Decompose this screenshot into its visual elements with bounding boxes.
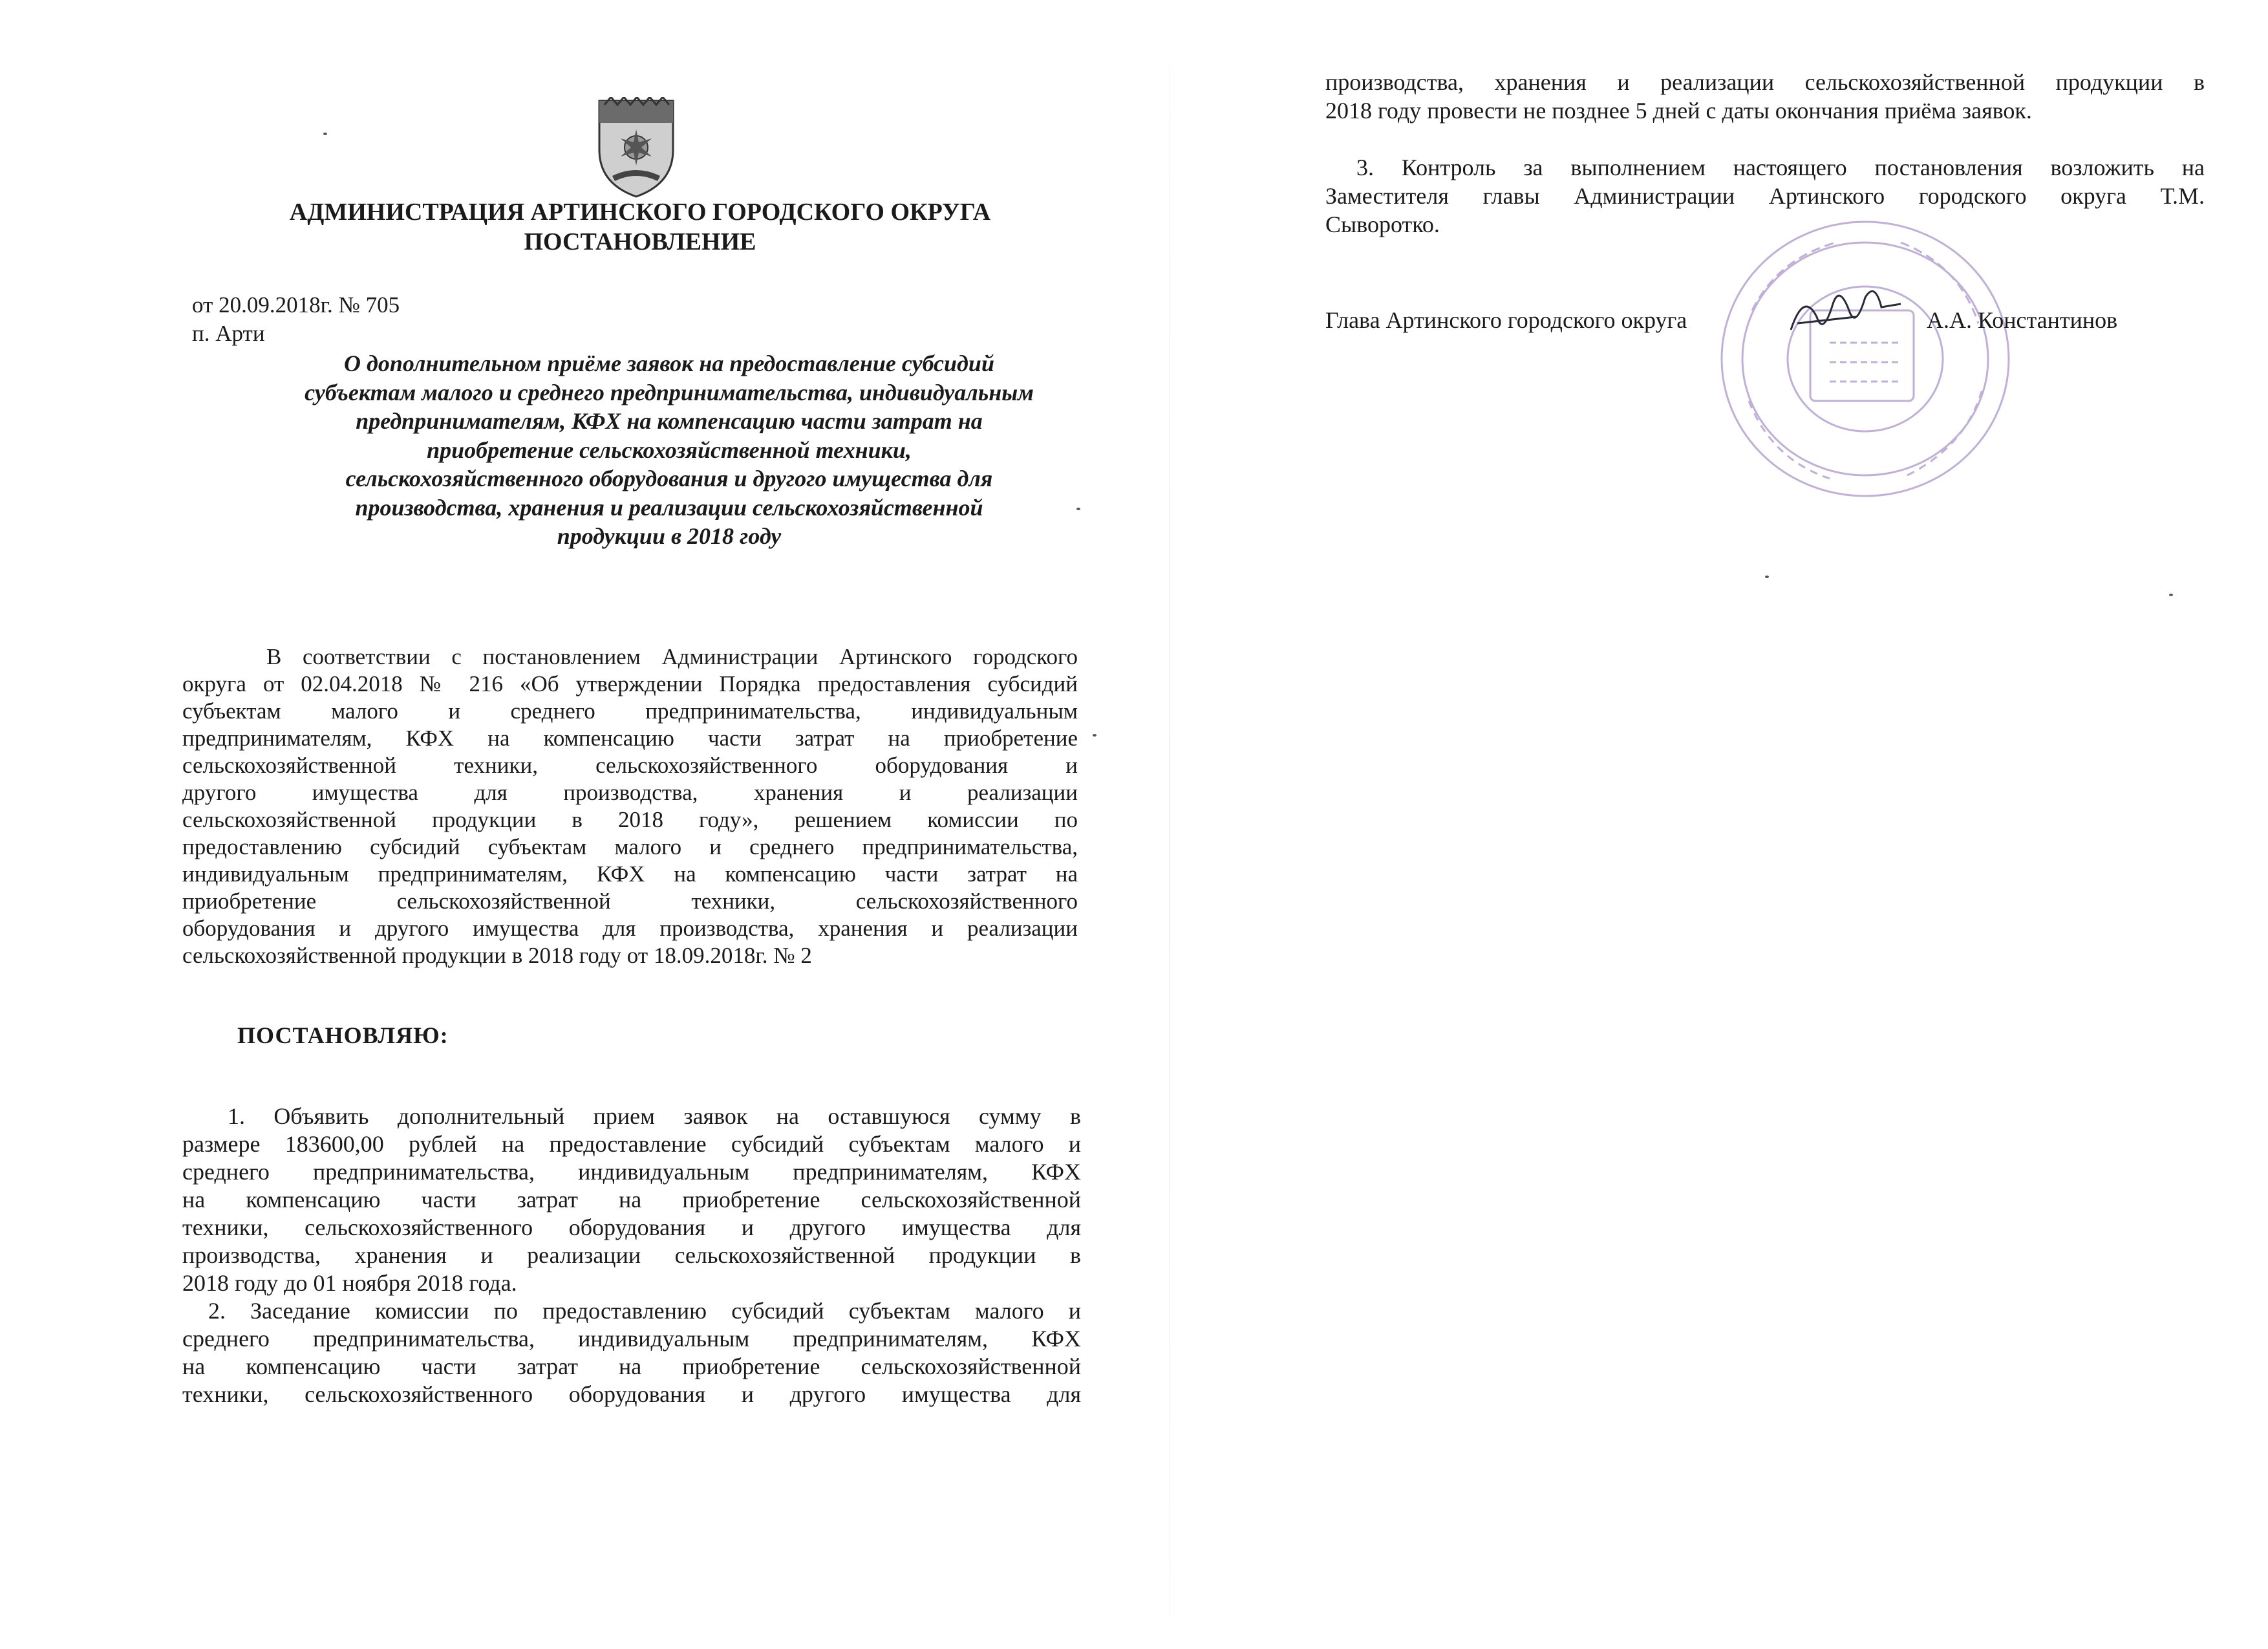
item1-line: техники, сельскохозяйственного оборудования и другого имущества для bbox=[182, 1214, 1081, 1240]
preamble-line: другого имущества для производства, хранения и реализации bbox=[182, 780, 1078, 805]
place: п. Арти bbox=[192, 321, 265, 346]
item2-line: техники, сельскохозяйственного оборудования и другого имущества для bbox=[182, 1381, 1081, 1407]
subject-line: О дополнительном приёме заявок на предоставление субсидий bbox=[344, 350, 994, 376]
subject-line: сельскохозяйственного оборудования и другого имущества для bbox=[345, 466, 993, 491]
page-fold bbox=[1169, 65, 1170, 1617]
date-number: от 20.09.2018г. № 705 bbox=[192, 292, 400, 318]
official-stamp bbox=[1713, 213, 2017, 504]
continuation-line: производства, хранения и реализации сельскохозяйственной продукции в bbox=[1325, 69, 2205, 95]
preamble-line: сельскохозяйственной продукции в 2018 году», решением комиссии по bbox=[182, 807, 1078, 832]
subject-line: продукции в 2018 году bbox=[557, 523, 782, 549]
subject-line: субъектам малого и среднего предпринимательства, индивидуальным bbox=[305, 379, 1034, 405]
subject-line: производства, хранения и реализации сельскохозяйственной bbox=[355, 494, 983, 521]
preamble-line: оборудования и другого имущества для производства, хранения и реализации bbox=[182, 916, 1078, 941]
item2-line: среднего предпринимательства, индивидуальным предпринимателям, КФХ bbox=[182, 1326, 1081, 1352]
scan-speck bbox=[1765, 576, 1769, 578]
item1-line: на компенсацию части затрат на приобретение сельскохозяйственной bbox=[182, 1187, 1081, 1212]
scan-speck bbox=[323, 133, 327, 135]
preamble-line: сельскохозяйственной техники, сельскохозяйственного оборудования и bbox=[182, 753, 1078, 778]
scan-speck bbox=[1093, 734, 1097, 737]
item1-line: размере 183600,00 рублей на предоставление субсидий субъектам малого и bbox=[182, 1131, 1081, 1157]
preamble-line: приобретение сельскохозяйственной техники, сельскохозяйственного bbox=[182, 889, 1078, 914]
item3-line: 3. Контроль за выполнением настоящего постановления возложить на bbox=[1356, 155, 2205, 180]
item1-line: среднего предпринимательства, индивидуальным предпринимателям, КФХ bbox=[182, 1159, 1081, 1185]
scan-speck bbox=[2169, 594, 2173, 596]
item2-line: 2. Заседание комиссии по предоставлению субсидий субъектам малого и bbox=[208, 1298, 1081, 1324]
item2-line: на компенсацию части затрат на приобретение сельскохозяйственной bbox=[182, 1353, 1081, 1379]
item1-line: 2018 году до 01 ноября 2018 года. bbox=[182, 1270, 517, 1296]
continuation-line: 2018 году провести не позднее 5 дней с даты окончания приёма заявок. bbox=[1325, 98, 2032, 124]
item3-line: Заместителя главы Администрации Артинского городского округа Т.М. bbox=[1325, 183, 2205, 209]
signatory-name: А.А. Константинов bbox=[1927, 307, 2118, 333]
decree-word: ПОСТАНОВЛЯЮ: bbox=[237, 1022, 449, 1048]
signature-title: Глава Артинского городского округа bbox=[1325, 307, 1687, 333]
scan-speck bbox=[1076, 508, 1080, 510]
organization-name: АДМИНИСТРАЦИЯ АРТИНСКОГО ГОРОДСКОГО ОКРУГА bbox=[289, 199, 991, 226]
preamble-line: субъектам малого и среднего предпринимательства, индивидуальным bbox=[182, 698, 1078, 724]
subject-line: предпринимателям, КФХ на компенсацию части затрат на bbox=[356, 408, 983, 434]
preamble-line: В соответствии с постановлением Администрации Артинского городского bbox=[266, 644, 1078, 669]
item1-line: производства, хранения и реализации сельскохозяйственной продукции в bbox=[182, 1242, 1081, 1268]
document-type: ПОСТАНОВЛЕНИЕ bbox=[524, 228, 756, 255]
preamble-line: предоставлению субсидий субъектам малого и среднего предпринимательства, bbox=[182, 834, 1078, 859]
document-subject bbox=[246, 349, 1093, 551]
handwritten-signature bbox=[1778, 278, 1914, 349]
coat-of-arms-emblem bbox=[590, 97, 682, 200]
item1-line: 1. Объявить дополнительный прием заявок на оставшуюся сумму в bbox=[228, 1103, 1081, 1129]
decree-items bbox=[182, 1103, 1081, 1408]
preamble-line: предпринимателям, КФХ на компенсацию части затрат на приобретение bbox=[182, 726, 1078, 751]
subject-line: приобретение сельскохозяйственной техники, bbox=[427, 436, 912, 463]
document-header bbox=[187, 197, 1093, 257]
preamble-line: индивидуальным предпринимателям, КФХ на компенсацию части затрат на bbox=[182, 861, 1078, 887]
item3-line: Сыворотко. bbox=[1325, 211, 1440, 237]
preamble-line: сельскохозяйственной продукции в 2018 году от 18.09.2018г. № 2 bbox=[182, 943, 812, 968]
preamble-paragraph bbox=[182, 643, 1078, 969]
document-meta bbox=[192, 291, 400, 348]
preamble-line: округа от 02.04.2018 № 216 «Об утверждении Порядка предоставления субсидий bbox=[182, 671, 1078, 696]
